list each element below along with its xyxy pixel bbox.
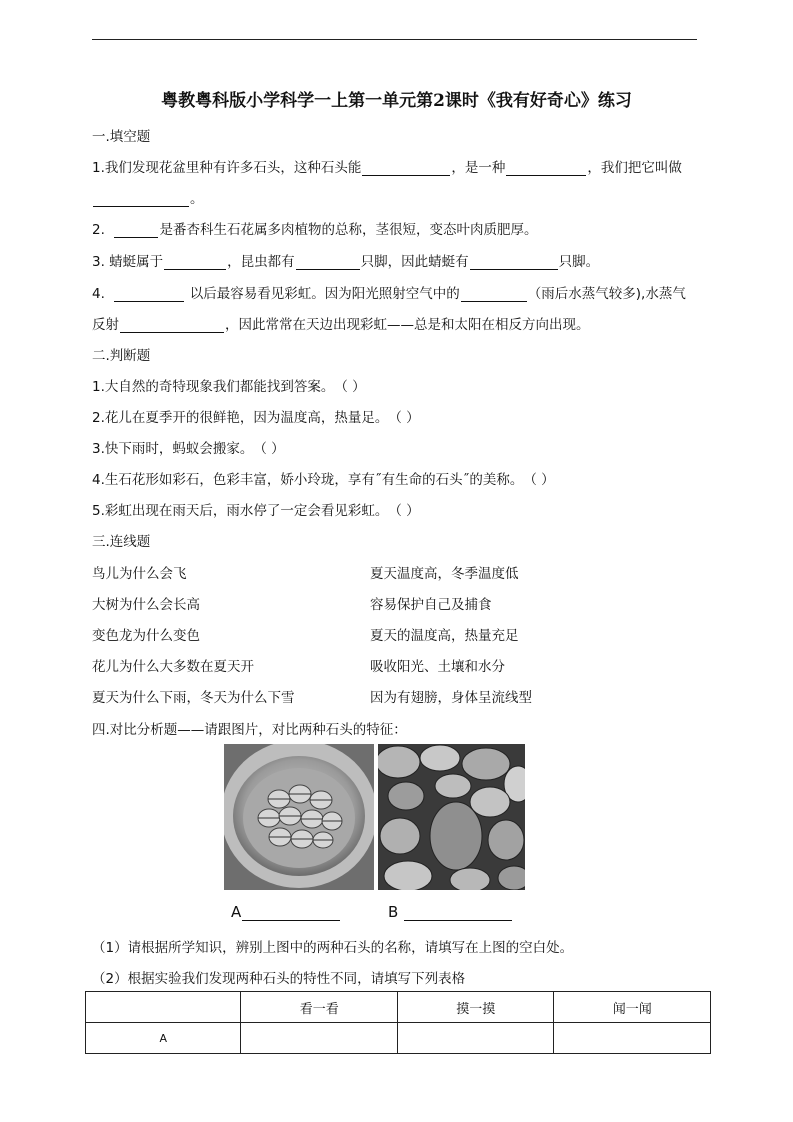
table-row xyxy=(86,1023,711,1054)
fill-q1-text-b: ，是一种 xyxy=(451,160,506,176)
match-left-item[interactable]: 鸟儿为什么会飞 xyxy=(92,566,187,582)
answer-a-blank[interactable] xyxy=(242,904,340,921)
fill-q1-blank-1[interactable] xyxy=(362,161,450,176)
fill-q3 xyxy=(92,250,599,270)
label-a: A xyxy=(231,903,242,921)
table-cell[interactable] xyxy=(241,1023,398,1054)
match-left-item[interactable]: 大树为什么会长高 xyxy=(92,597,200,613)
table-header-row xyxy=(86,992,711,1023)
judge-item: 1.大自然的奇特现象我们都能找到答案。（ ） xyxy=(92,375,366,395)
label-b-row xyxy=(388,903,513,921)
fill-q2-blank[interactable] xyxy=(114,223,158,238)
fill-q2-text: 是番杏科生石花属多肉植物的总称，茎很短，变态叶肉质肥厚。 xyxy=(159,222,538,238)
fill-q3-text-c: 只脚，因此蜻蜓有 xyxy=(360,254,469,270)
table-header-cell: 闻一闻 xyxy=(554,992,711,1023)
page-title: 粤教粤科版小学科学一上第一单元第2课时《我有好奇心》练习 xyxy=(161,91,632,111)
table-header-cell: 摸一摸 xyxy=(397,992,554,1023)
fill-q4-num: 4. xyxy=(92,286,105,302)
fill-q1-text-c: ，我们把它叫做 xyxy=(587,160,682,176)
lithops-pot-icon xyxy=(224,744,374,890)
fill-q1-blank-2[interactable] xyxy=(506,161,586,176)
fill-q1-line2 xyxy=(92,187,204,207)
fill-q3-text-b: ，昆虫都有 xyxy=(227,254,295,270)
fill-q1-text-d: 。 xyxy=(190,191,204,207)
match-left-item[interactable]: 花儿为什么大多数在夏天开 xyxy=(92,659,254,675)
fill-q3-blank-2[interactable] xyxy=(296,255,360,270)
fill-q4-text-c: 反射 xyxy=(92,317,119,333)
fill-q1-line1 xyxy=(92,156,682,176)
section-compare-heading: 四.对比分析题——请跟图片，对比两种石头的特征： xyxy=(92,722,407,738)
table-cell[interactable] xyxy=(554,1023,711,1054)
section-judge-heading: 二.判断题 xyxy=(92,348,151,364)
fill-q4-line1 xyxy=(92,282,686,302)
fill-q1-blank-3[interactable] xyxy=(93,192,189,207)
fill-q3-text-d: 只脚。 xyxy=(558,254,600,270)
judge-answer-paren[interactable]: （ ） xyxy=(388,503,420,519)
match-left-item[interactable]: 变色龙为什么变色 xyxy=(92,628,200,644)
match-right-item[interactable]: 夏天的温度高，热量充足 xyxy=(370,628,519,644)
fill-q3-blank-3[interactable] xyxy=(470,255,558,270)
match-right-item[interactable]: 吸收阳光、土壤和水分 xyxy=(370,659,505,675)
fill-q4-text-b: （雨后水蒸气较多),水蒸气 xyxy=(527,286,686,302)
judge-answer-paren[interactable]: （ ） xyxy=(523,472,555,488)
judge-item: 2.花儿在夏季开的很鲜艳，因为温度高，热量足。（ ） xyxy=(92,406,420,426)
fill-q4-text-a: 以后最容易看见彩虹。因为阳光照射空气中的 xyxy=(189,286,460,302)
section-fill-heading: 一.填空题 xyxy=(92,129,151,145)
fill-q3-blank-1[interactable] xyxy=(164,255,226,270)
fill-q4-blank-3[interactable] xyxy=(120,318,224,333)
label-a-row xyxy=(231,903,341,921)
match-right-item[interactable]: 夏天温度高，冬季温度低 xyxy=(370,566,519,582)
photo-pebbles xyxy=(378,744,525,890)
compare-table xyxy=(85,991,711,1054)
table-header-cell: 看一看 xyxy=(241,992,398,1023)
fill-q4-blank-2[interactable] xyxy=(461,287,527,302)
judge-item: 4.生石花形如彩石，色彩丰富，娇小玲珑，享有˝有生命的石头˝的美称。（ ） xyxy=(92,468,555,488)
table-cell[interactable] xyxy=(397,1023,554,1054)
judge-item: 3.快下雨时，蚂蚁会搬家。（ ） xyxy=(92,437,285,457)
fill-q4-blank-1[interactable] xyxy=(114,287,184,302)
section-match-heading: 三.连线题 xyxy=(92,534,151,550)
fill-q2-num: 2. xyxy=(92,222,105,238)
match-left-item[interactable]: 夏天为什么下雨，冬天为什么下雪 xyxy=(92,690,295,706)
match-right-item[interactable]: 容易保护自己及捕食 xyxy=(370,597,492,613)
photo-lithops xyxy=(224,744,374,890)
fill-q4-text-d: ，因此常常在天边出现彩虹——总是和太阳在相反方向出现。 xyxy=(225,317,590,333)
judge-answer-paren[interactable]: （ ） xyxy=(253,441,285,457)
fill-q4-line2 xyxy=(92,313,590,333)
compare-q2: （2）根据实验我们发现两种石头的特性不同，请填写下列表格 xyxy=(92,971,466,987)
pebbles-icon xyxy=(378,744,525,890)
judge-answer-paren[interactable]: （ ） xyxy=(388,410,420,426)
compare-q1: （1）请根据所学知识，辨别上图中的两种石头的名称，请填写在上图的空白处。 xyxy=(92,940,574,956)
answer-b-blank[interactable] xyxy=(404,904,512,921)
judge-answer-paren[interactable]: （ ） xyxy=(334,379,366,395)
fill-q1-text-a: 1.我们发现花盆里种有许多石头，这种石头能 xyxy=(92,160,362,176)
match-right-item[interactable]: 因为有翅膀，身体呈流线型 xyxy=(370,690,532,706)
label-b: B xyxy=(388,903,399,921)
table-row-label: A xyxy=(86,1023,241,1054)
fill-q2 xyxy=(92,218,537,238)
fill-q3-text-a: 3. 蜻蜓属于 xyxy=(92,254,164,270)
table-header-cell xyxy=(86,992,241,1023)
judge-item: 5.彩虹出现在雨天后，雨水停了一定会看见彩虹。（ ） xyxy=(92,499,420,519)
header-rule xyxy=(92,39,697,40)
